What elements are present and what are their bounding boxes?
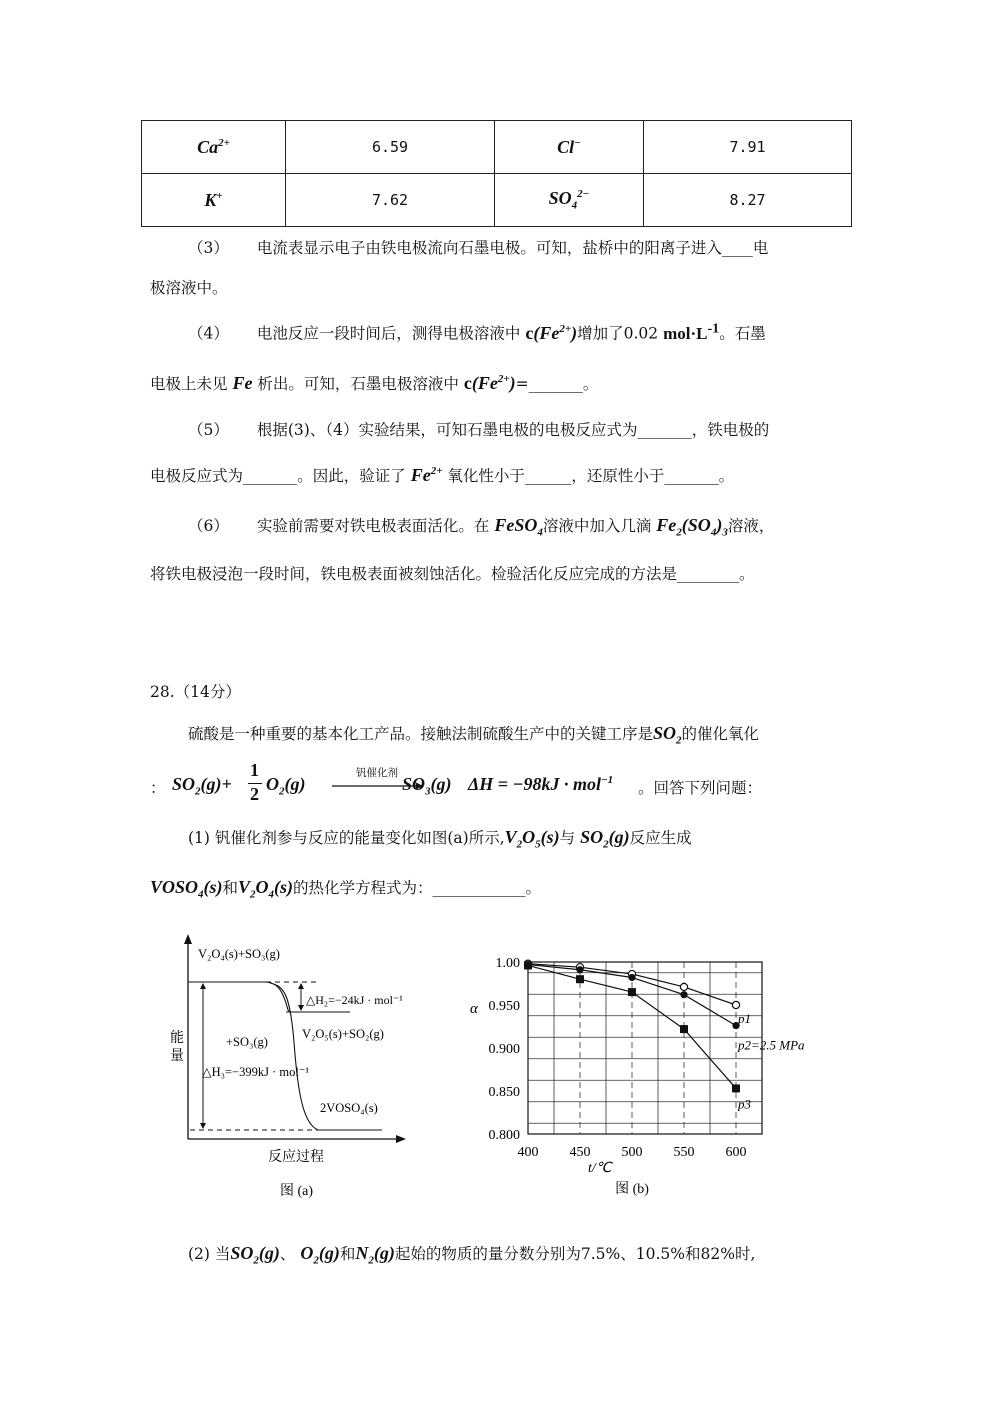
x-tick-label: 600 — [725, 1145, 747, 1160]
x-axis-label: t/℃ — [588, 1161, 612, 1176]
y-tick-label: 0.950 — [488, 999, 520, 1014]
table-row — [142, 121, 852, 174]
x-tick-label: 400 — [517, 1145, 539, 1160]
series-label-p2: p2=2.5 MPa — [738, 1037, 805, 1053]
x-axis-arrow-icon — [396, 1135, 406, 1143]
q4-line1: （4） 电池反应一段时间后，测得电极溶液中 $c(Fe^{2+})$增加了0.02 $mol\cdot L^{-1}$。石墨 — [188, 320, 766, 343]
q5-line1: （5） 根据(3)、（4）实验结果，可知石墨电极的电极反应式为_______，铁电极的 — [188, 421, 770, 439]
ion-mobility-table — [141, 120, 852, 227]
value-cell: 7.91 — [644, 121, 852, 174]
x-tick-label: 550 — [673, 1145, 695, 1160]
bottom-state-label: 2VOSO₄(s) — [320, 1101, 378, 1115]
data-point — [524, 961, 532, 969]
catalyst-label: 钒催化剂 — [356, 767, 398, 779]
y-axis-arrow-icon — [184, 934, 192, 944]
figure-b-caption: 图 (b) — [615, 1182, 649, 1197]
q5-line2: 电极反应式为_______。因此，验证了 $Fe^{2+}$ 氧化性小于______，还原性小于_______。 — [150, 465, 735, 485]
q6-line1: （6） 实验前需要对铁电极表面活化。在 FeSO$_4$溶液中加入几滴 $Fe_2(SO_4)_3$溶液， — [188, 515, 775, 539]
q28-header: 28.（14分） — [150, 683, 241, 701]
data-point — [576, 975, 584, 983]
value-cell: 8.27 — [644, 174, 852, 227]
ion-cell: $SO_4^{2-}$ — [495, 174, 644, 227]
x-tick-label: 500 — [621, 1145, 643, 1160]
dh3-label: △H₃=−399kJ · mol⁻¹ — [202, 1065, 310, 1079]
table-row — [142, 174, 852, 227]
ion-cell: Cl− — [495, 121, 644, 174]
ion-cell: $Ca^{2+}$ — [142, 121, 286, 174]
q3-line1: （3） 电流表显示电子由铁电极流向石墨电极。可知，盐桥中的阳离子进入____电 — [188, 239, 769, 257]
data-point — [732, 1001, 739, 1008]
data-point — [680, 1025, 688, 1033]
q6-line2: 将铁电极浸泡一段时间，铁电极表面被刻蚀活化。检验活化反应完成的方法是________。 — [150, 565, 755, 583]
series-label-p1: p1 — [738, 1011, 751, 1026]
value-cell: 7.62 — [286, 174, 495, 227]
y-tick-label: 0.900 — [488, 1042, 520, 1057]
data-point — [680, 991, 687, 998]
dh2-label: △H₂=−24kJ · mol⁻¹ — [306, 993, 403, 1007]
y-axis-label: α — [470, 1001, 478, 1017]
q3-line2: 极溶液中。 — [150, 279, 228, 297]
y-tick-label: 1.00 — [495, 956, 520, 971]
figure-a-caption: 图 (a) — [280, 1184, 314, 1199]
data-point — [628, 988, 636, 996]
q28-part1-line1: (1) 钒催化剂参与反应的能量变化如图(a)所示$,V_2O_5(s)$与 $SO_2(g)$反应生成 — [188, 827, 692, 851]
top-state-label: V₂O₄(s)+SO₃(g) — [198, 947, 280, 961]
y-label-1: 能 — [170, 1031, 184, 1046]
figure-a-energy-diagram — [150, 932, 420, 1202]
q28-intro: 硫酸是一种重要的基本化工产品。接触法制硫酸生产中的关键工序是$SO_2$的催化氧化 — [188, 723, 760, 747]
q28-part2: (2) 当$SO_2(g)$、 $O_2(g)$和$N_2(g)$起始的物质的量分数分别为7.5%、10.5%和82%时, — [188, 1243, 756, 1267]
q4-line2: 电极上未见 Fe 析出。可知，石墨电极溶液中 $c(Fe^{2+})=\_\_\_\_\_\_\_$。 — [150, 373, 599, 393]
value-cell: 6.59 — [286, 121, 495, 174]
ion-cell: K+ — [142, 174, 286, 227]
y-tick-label: 0.800 — [488, 1128, 520, 1143]
mid-state-label: V₂O₅(s)+SO₂(g) — [302, 1027, 384, 1041]
plus-so3-label: +SO₃(g) — [226, 1035, 268, 1049]
x-axis-label: 反应过程 — [268, 1150, 324, 1165]
data-point — [680, 983, 687, 990]
data-point — [628, 974, 635, 981]
x-tick-label: 450 — [569, 1145, 591, 1160]
data-point — [576, 966, 583, 973]
plot-frame — [528, 962, 762, 1134]
series-label-p3: p3 — [738, 1096, 751, 1112]
data-point — [732, 1084, 740, 1092]
q28-part1-line2: $VOSO_4(s)$和$V_2O_4(s)$的热化学方程式为：____________。 — [150, 877, 542, 901]
y-tick-label: 0.850 — [488, 1085, 520, 1100]
y-label-2: 量 — [170, 1049, 184, 1064]
figure-b-chart — [460, 940, 840, 1205]
